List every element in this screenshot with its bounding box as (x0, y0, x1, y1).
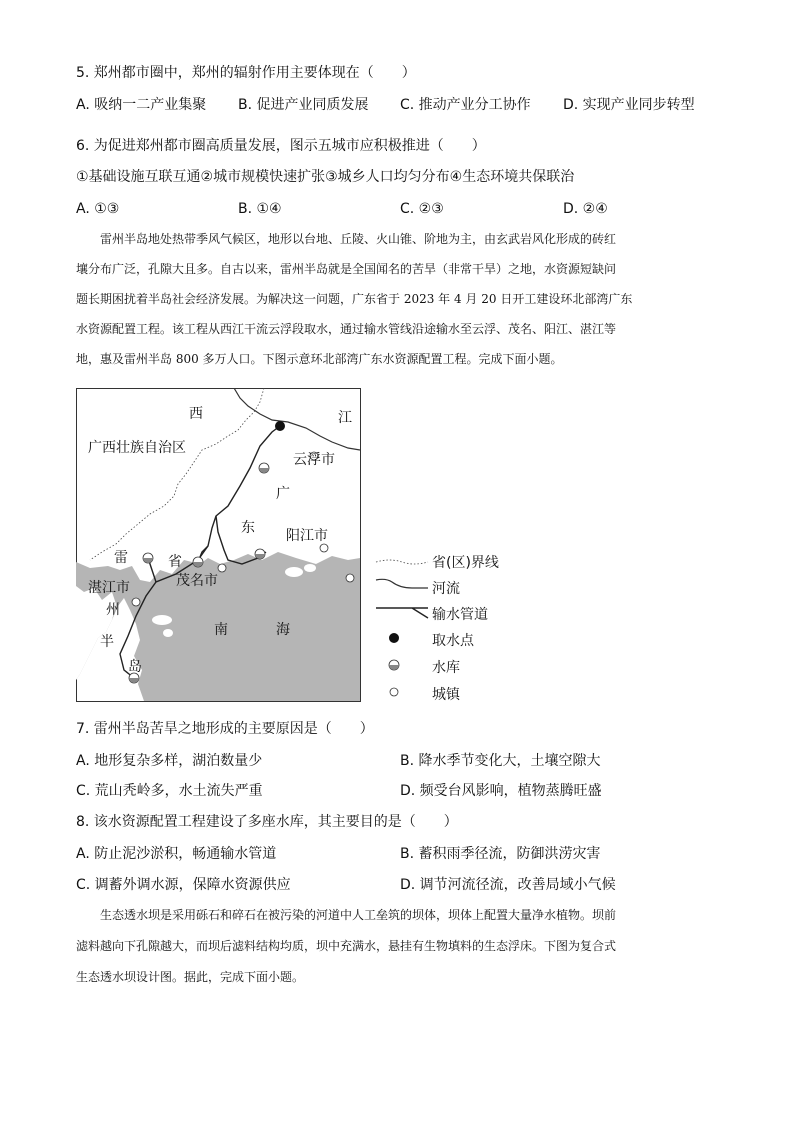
legend-river-symbol (376, 579, 428, 588)
town-marker (218, 564, 226, 572)
q7-option-c[interactable]: C. 荒山秃岭多，水土流失严重 (76, 783, 263, 799)
q7-option-a[interactable]: A. 地形复杂多样，湖泊数量少 (76, 753, 263, 769)
label-yangjiang: 阳江市 (286, 528, 328, 544)
town-marker (132, 598, 140, 606)
label-zhanjiang: 湛江市 (88, 580, 130, 596)
q8-stem: 8. 该水资源配置工程建设了多座水库，其主要目的是（ ） (76, 814, 458, 830)
passage2-line-1: 生态透水坝是采用砾石和碎石在被污染的河道中人工垒筑的坝体，坝体上配置大量净水植物。坝前 (100, 908, 617, 922)
passage2-line-2: 滤料越向下孔隙越大，而坝后滤料结构均质，坝中充满水，悬挂有生物填料的生态浮床。下图为复合式 (76, 939, 617, 953)
legend-reservoir-label: 水库 (432, 660, 460, 676)
legend-river-label: 河流 (432, 581, 460, 597)
legend-reservoir-symbol (389, 660, 399, 670)
legend-pipeline-symbol (376, 608, 428, 618)
passage2-line-3: 生态透水坝设计图。据此，完成下面小题。 (76, 970, 305, 984)
legend-town-label: 城镇 (432, 687, 460, 703)
q6-stem: 6. 为促进郑州都市圈高质量发展，图示五城市应积极推进（ ） (76, 138, 486, 154)
legend-pipeline-label: 输水管道 (432, 607, 488, 623)
q5-option-d[interactable]: D. 实现产业同步转型 (563, 97, 695, 113)
q8-option-a[interactable]: A. 防止泥沙淤积，畅通输水管道 (76, 846, 277, 862)
label-yunfu: 云浮市 (293, 452, 335, 468)
reservoir-marker (255, 549, 265, 559)
reservoir-marker (143, 553, 153, 563)
label-hai: 海 (276, 622, 290, 638)
q5-option-c[interactable]: C. 推动产业分工协作 (400, 97, 531, 113)
island (304, 564, 316, 572)
passage1-line-1: 雷州半岛地处热带季风气候区，地形以台地、丘陵、火山锥、阶地为主，由玄武岩风化形成的砖红 (100, 232, 617, 246)
q6-option-d[interactable]: D. ②④ (563, 201, 608, 217)
q5-option-a[interactable]: A. 吸纳一二产业集聚 (76, 97, 207, 113)
q7-option-d[interactable]: D. 频受台风影响，植物蒸腾旺盛 (400, 783, 602, 799)
legend-boundary-symbol (376, 560, 428, 564)
label-dong: 东 (241, 520, 255, 536)
q5-stem: 5. 郑州都市圈中，郑州的辐射作用主要体现在（ ） (76, 65, 416, 81)
q8-option-b[interactable]: B. 蓄积雨季径流，防御洪涝灾害 (400, 846, 601, 862)
reservoir-marker (259, 463, 269, 473)
legend-intake-label: 取水点 (432, 633, 474, 649)
q6-option-c[interactable]: C. ②③ (400, 201, 444, 217)
legend-symbols (372, 552, 432, 702)
label-maoming: 茂名市 (176, 573, 218, 589)
label-nan: 南 (214, 622, 228, 638)
legend-intake-symbol (389, 633, 399, 643)
label-guang: 广 (276, 486, 290, 502)
legend-boundary-label: 省(区)界线 (432, 555, 499, 571)
reservoir-marker (193, 557, 203, 567)
passage1-line-4: 水资源配置工程。该工程从西江干流云浮段取水，通过输水管线沿途输水至云浮、茂名、阳江、湛江等 (76, 322, 617, 336)
q6-items: ①基础设施互联互通②城市规模快速扩张③城乡人口均匀分布④生态环境共保联治 (76, 169, 575, 185)
q6-option-b[interactable]: B. ①④ (238, 201, 282, 217)
island (163, 629, 173, 637)
q6-option-a[interactable]: A. ①③ (76, 201, 120, 217)
intake-point-marker (275, 421, 285, 431)
label-lei: 雷 (114, 550, 128, 566)
label-xi: 西 (189, 406, 203, 422)
passage1-line-3: 题长期困扰着半岛社会经济发展。为解决这一问题，广东省于 2023 年 4 月 20 日开工建设环北部湾广东 (76, 292, 633, 306)
q7-option-b[interactable]: B. 降水季节变化大，土壤空隙大 (400, 753, 601, 769)
passage1-line-2: 壤分布广泛，孔隙大且多。自古以来，雷州半岛就是全国闻名的苦旱（非常干旱）之地，水资源短缺问 (76, 262, 617, 276)
town-marker (346, 574, 354, 582)
q5-option-b[interactable]: B. 促进产业同质发展 (238, 97, 369, 113)
label-sheng: 省 (168, 554, 182, 570)
q7-stem: 7. 雷州半岛苦旱之地形成的主要原因是（ ） (76, 721, 374, 737)
passage1-line-5: 地，惠及雷州半岛 800 多万人口。下图示意环北部湾广东水资源配置工程。完成下面小题。 (76, 352, 563, 366)
town-marker (320, 544, 328, 552)
legend-town-symbol (390, 688, 398, 696)
label-ban: 半 (100, 634, 114, 650)
label-jiang: 江 (338, 410, 352, 426)
island (152, 615, 172, 625)
label-guangxi: 广西壮族自治区 (88, 440, 186, 456)
water-project-map (76, 388, 361, 702)
label-zhou: 州 (106, 602, 120, 618)
island (285, 567, 303, 577)
q8-option-d[interactable]: D. 调节河流径流，改善局域小气候 (400, 877, 616, 893)
q8-option-c[interactable]: C. 调蓄外调水源，保障水资源供应 (76, 877, 291, 893)
label-dao: 岛 (128, 659, 142, 675)
